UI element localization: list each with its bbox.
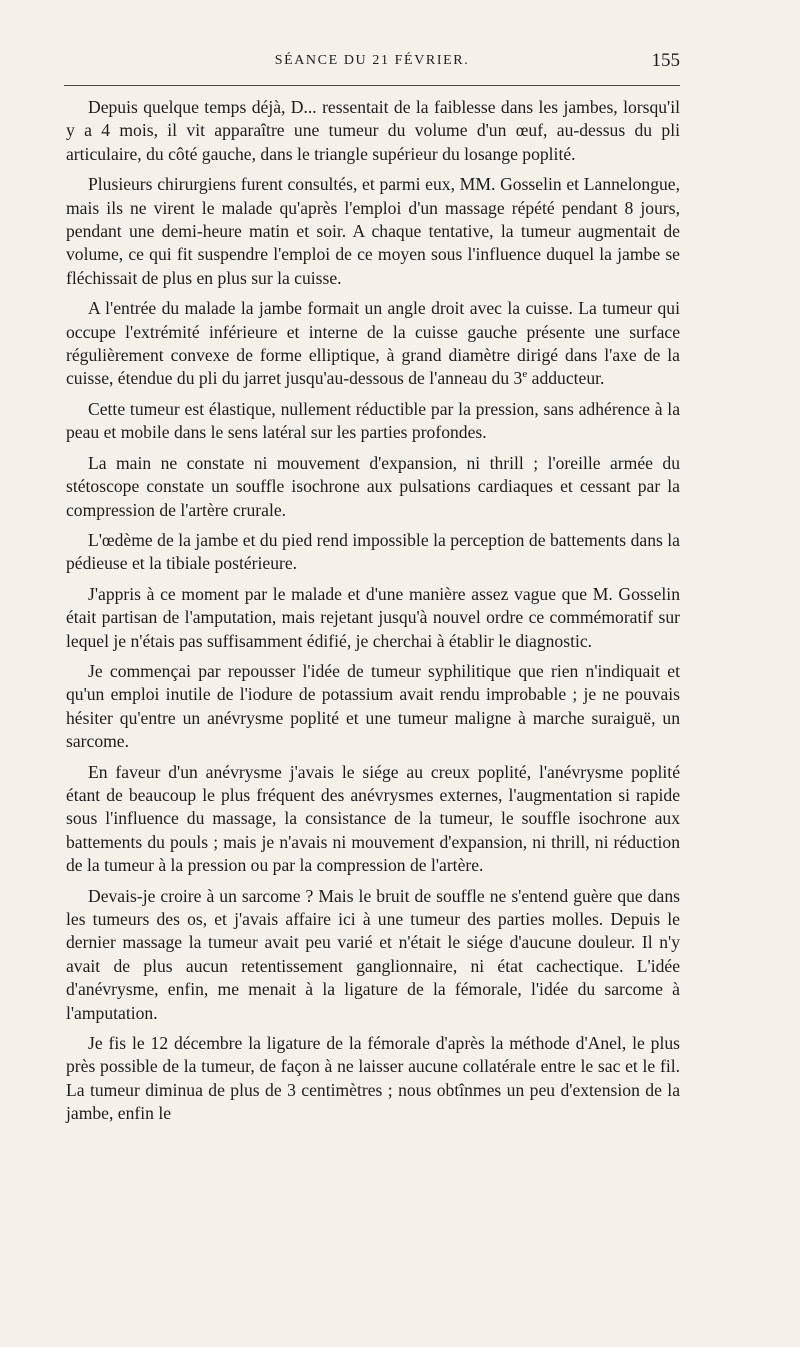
paragraph: L'œdème de la jambe et du pied rend impossible la perception de battements dans la pédieuse et la tibiale postérieure. — [66, 529, 680, 574]
paragraph: A l'entrée du malade la jambe formait un angle droit avec la cuisse. La tumeur qui occupe l'extrémité inférieure et interne de la cuisse gauche présente une surface régulièrement convexe de forme elliptique, à grand diamètre dirigé dans l'axe de la cuisse, étendue du pli du jarret jusqu'au-dessous de l'anneau du 3e adducteur. — [66, 298, 680, 389]
paragraph: La main ne constate ni mouvement d'expansion, ni thrill ; l'oreille armée du stétoscope constate un souffle isochrone aux pulsations cardiaques et cessant par la compression de l'artère crurale. — [66, 452, 680, 520]
body-text — [66, 96, 680, 1133]
header-rule — [64, 85, 680, 86]
ordinal-superscript: e — [522, 368, 528, 381]
running-head: SÉANCE DU 21 FÉVRIER. — [274, 53, 470, 68]
paragraph: Plusieurs chirurgiens furent consultés, et parmi eux, MM. Gosselin et Lannelongue, mais ils ne virent le malade qu'après l'emploi d'un massage répété pendant 8 jours, pendant une demi-heure matin et soir. A chaque tentative, la tumeur augmentait de volume, ce qui fit suspendre l'emploi de ce moyen sous l'influence duquel la jambe se fléchissait de plus en plus sur la cuisse. — [66, 174, 680, 288]
paragraph: Je fis le 12 décembre la ligature de la fémorale d'après la méthode d'Anel, le plus près possible de la tumeur, de façon à ne laisser aucune collatérale entre le sac et le fil. La tumeur diminua de plus de 3 centimètres ; nous obtînmes un peu d'extension de la jambe, enfin le — [66, 1033, 680, 1124]
page-header — [64, 50, 680, 76]
paragraph: En faveur d'un anévrysme j'avais le siége au creux poplité, l'anévrysme poplité étant de beaucoup le plus fréquent des anévrysmes externes, l'augmentation si rapide sous l'influence du massage, la consistance de la tumeur, le souffle isochrone aux battements du pouls ; mais je n'avais ni mouvement d'expansion, ni thrill, ni réduction de la tumeur à la pression ou par la compression de l'artère. — [66, 761, 680, 876]
paragraph: J'appris à ce moment par le malade et d'une manière assez vague que M. Gosselin était partisan de l'amputation, mais rejetant jusqu'à nouvel ordre ce commémoratif sur lequel je n'étais pas suffisamment édifié, je cherchai à établir le diagnostic. — [66, 583, 680, 651]
paragraph: Cette tumeur est élastique, nullement réductible par la pression, sans adhérence à la peau et mobile dans le sens latéral sur les parties profondes. — [66, 398, 680, 443]
paragraph: Je commençai par repousser l'idée de tumeur syphilitique que rien n'indiquait et qu'un emploi inutile de l'iodure de potassium avait rendu improbable ; je ne pouvais hésiter qu'entre un anévrysme poplité et une tumeur maligne à marche suraiguë, un sarcome. — [66, 660, 680, 752]
page-number: 155 — [651, 50, 680, 71]
paragraph: Depuis quelque temps déjà, D... ressentait de la faiblesse dans les jambes, lorsqu'il y a 4 mois, il vit apparaître une tumeur du volume d'un œuf, au-dessus du pli articulaire, du côté gauche, dans le triangle supérieur du losange poplité. — [66, 97, 680, 164]
paragraph: Devais-je croire à un sarcome ? Mais le bruit de souffle ne s'entend guère que dans les tumeurs des os, et j'avais affaire ici à une tumeur des parties molles. Depuis le dernier massage la tumeur avait peu varié et n'était le siége d'aucune douleur. Il n'y avait de plus aucun retentissement ganglionnaire, ni état cachectique. L'idée d'anévrysme, enfin, me menait à la ligature de la fémorale, l'idée du sarcome à l'amputation. — [66, 885, 680, 1023]
